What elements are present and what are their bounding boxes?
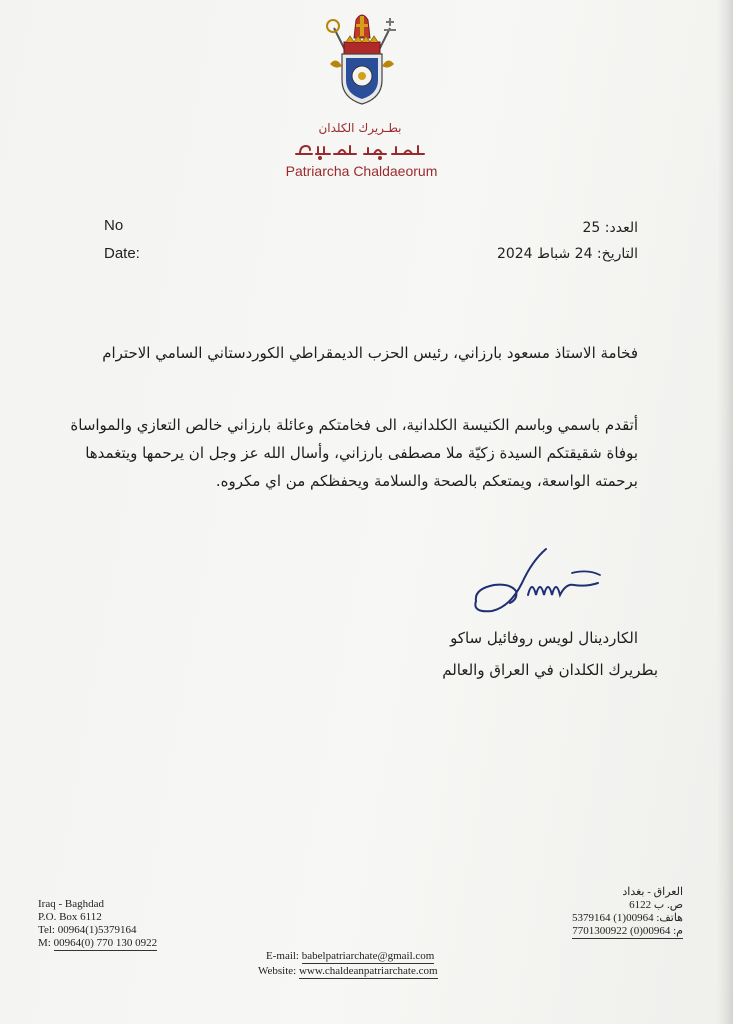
handwritten-signature-icon [470,543,620,618]
footer-email-row [258,950,438,963]
footer-mobile-row [38,937,157,950]
footer-right-contact [503,886,683,938]
footer-city-ar: العراق - بغداد [622,886,683,898]
footer-website-row [258,965,438,978]
patriarchal-crest-icon [320,8,404,108]
document-date: التاريخ: 24 شباط 2024 [496,246,638,262]
body-line: برحمته الواسعة، ويمتعكم بالصحة والسلامة ويحفظكم من اي مكروه. [215,472,638,490]
signatory-title: بطريرك الكلدان في العراق والعالم [442,661,658,679]
body-line: أتقدم باسمي وباسم الكنيسة الكلدانية، الى فخامتكم وعائلة بارزاني خالص التعازي والمواساة [70,416,638,434]
footer-tel-ar: هاتف: 00964(1) 5379164 [571,912,683,924]
date-label: Date: [104,245,140,262]
document-number: العدد: 25 [582,220,638,236]
footer-email-label: E-mail: [266,950,299,962]
footer-po-box-en: P.O. Box 6112 [38,911,102,923]
page-edge-shadow [717,0,733,1024]
footer-mobile-en: 00964(0) 770 130 0922 [53,937,158,949]
letterhead-arabic-name: بطـريرك الكلدان [318,121,402,135]
footer-city-en: Iraq - Baghdad [38,898,104,910]
no-label: No [104,217,124,234]
letterhead-latin-name: Patriarcha Chaldaeorum [285,163,438,179]
footer-center-contact [258,950,438,978]
syriac-calligraphy-icon [260,140,460,160]
email-link[interactable]: babelpatriarchate@gmail.com [301,950,435,962]
letter-body [38,411,638,495]
footer-website-label: Website: [258,965,297,977]
footer-po-box-ar: ص. ب 6122 [629,899,683,911]
footer-tel-en: Tel: 00964(1)5379164 [38,924,137,936]
website-link[interactable]: www.chaldeanpatriarchate.com [298,965,438,977]
salutation: فخامة الاستاذ مسعود بارزاني، رئيس الحزب الديمقراطي الكوردستاني السامي الاحترام [102,344,638,362]
footer-mobile-label: M: [38,937,51,949]
footer-left-contact [38,898,157,950]
signatory-name: الكاردينال لويس روفائيل ساكو [450,629,638,647]
footer-mobile-ar-row [503,925,683,938]
body-line: بوفاة شقيقتكم السيدة زكيّة ملا مصطفى بارزاني، وأسال الله عز وجل ان يرحمها ويتغمدها [85,444,638,462]
footer-mobile-ar: م: 00964(0) 7701300922 [572,925,683,937]
